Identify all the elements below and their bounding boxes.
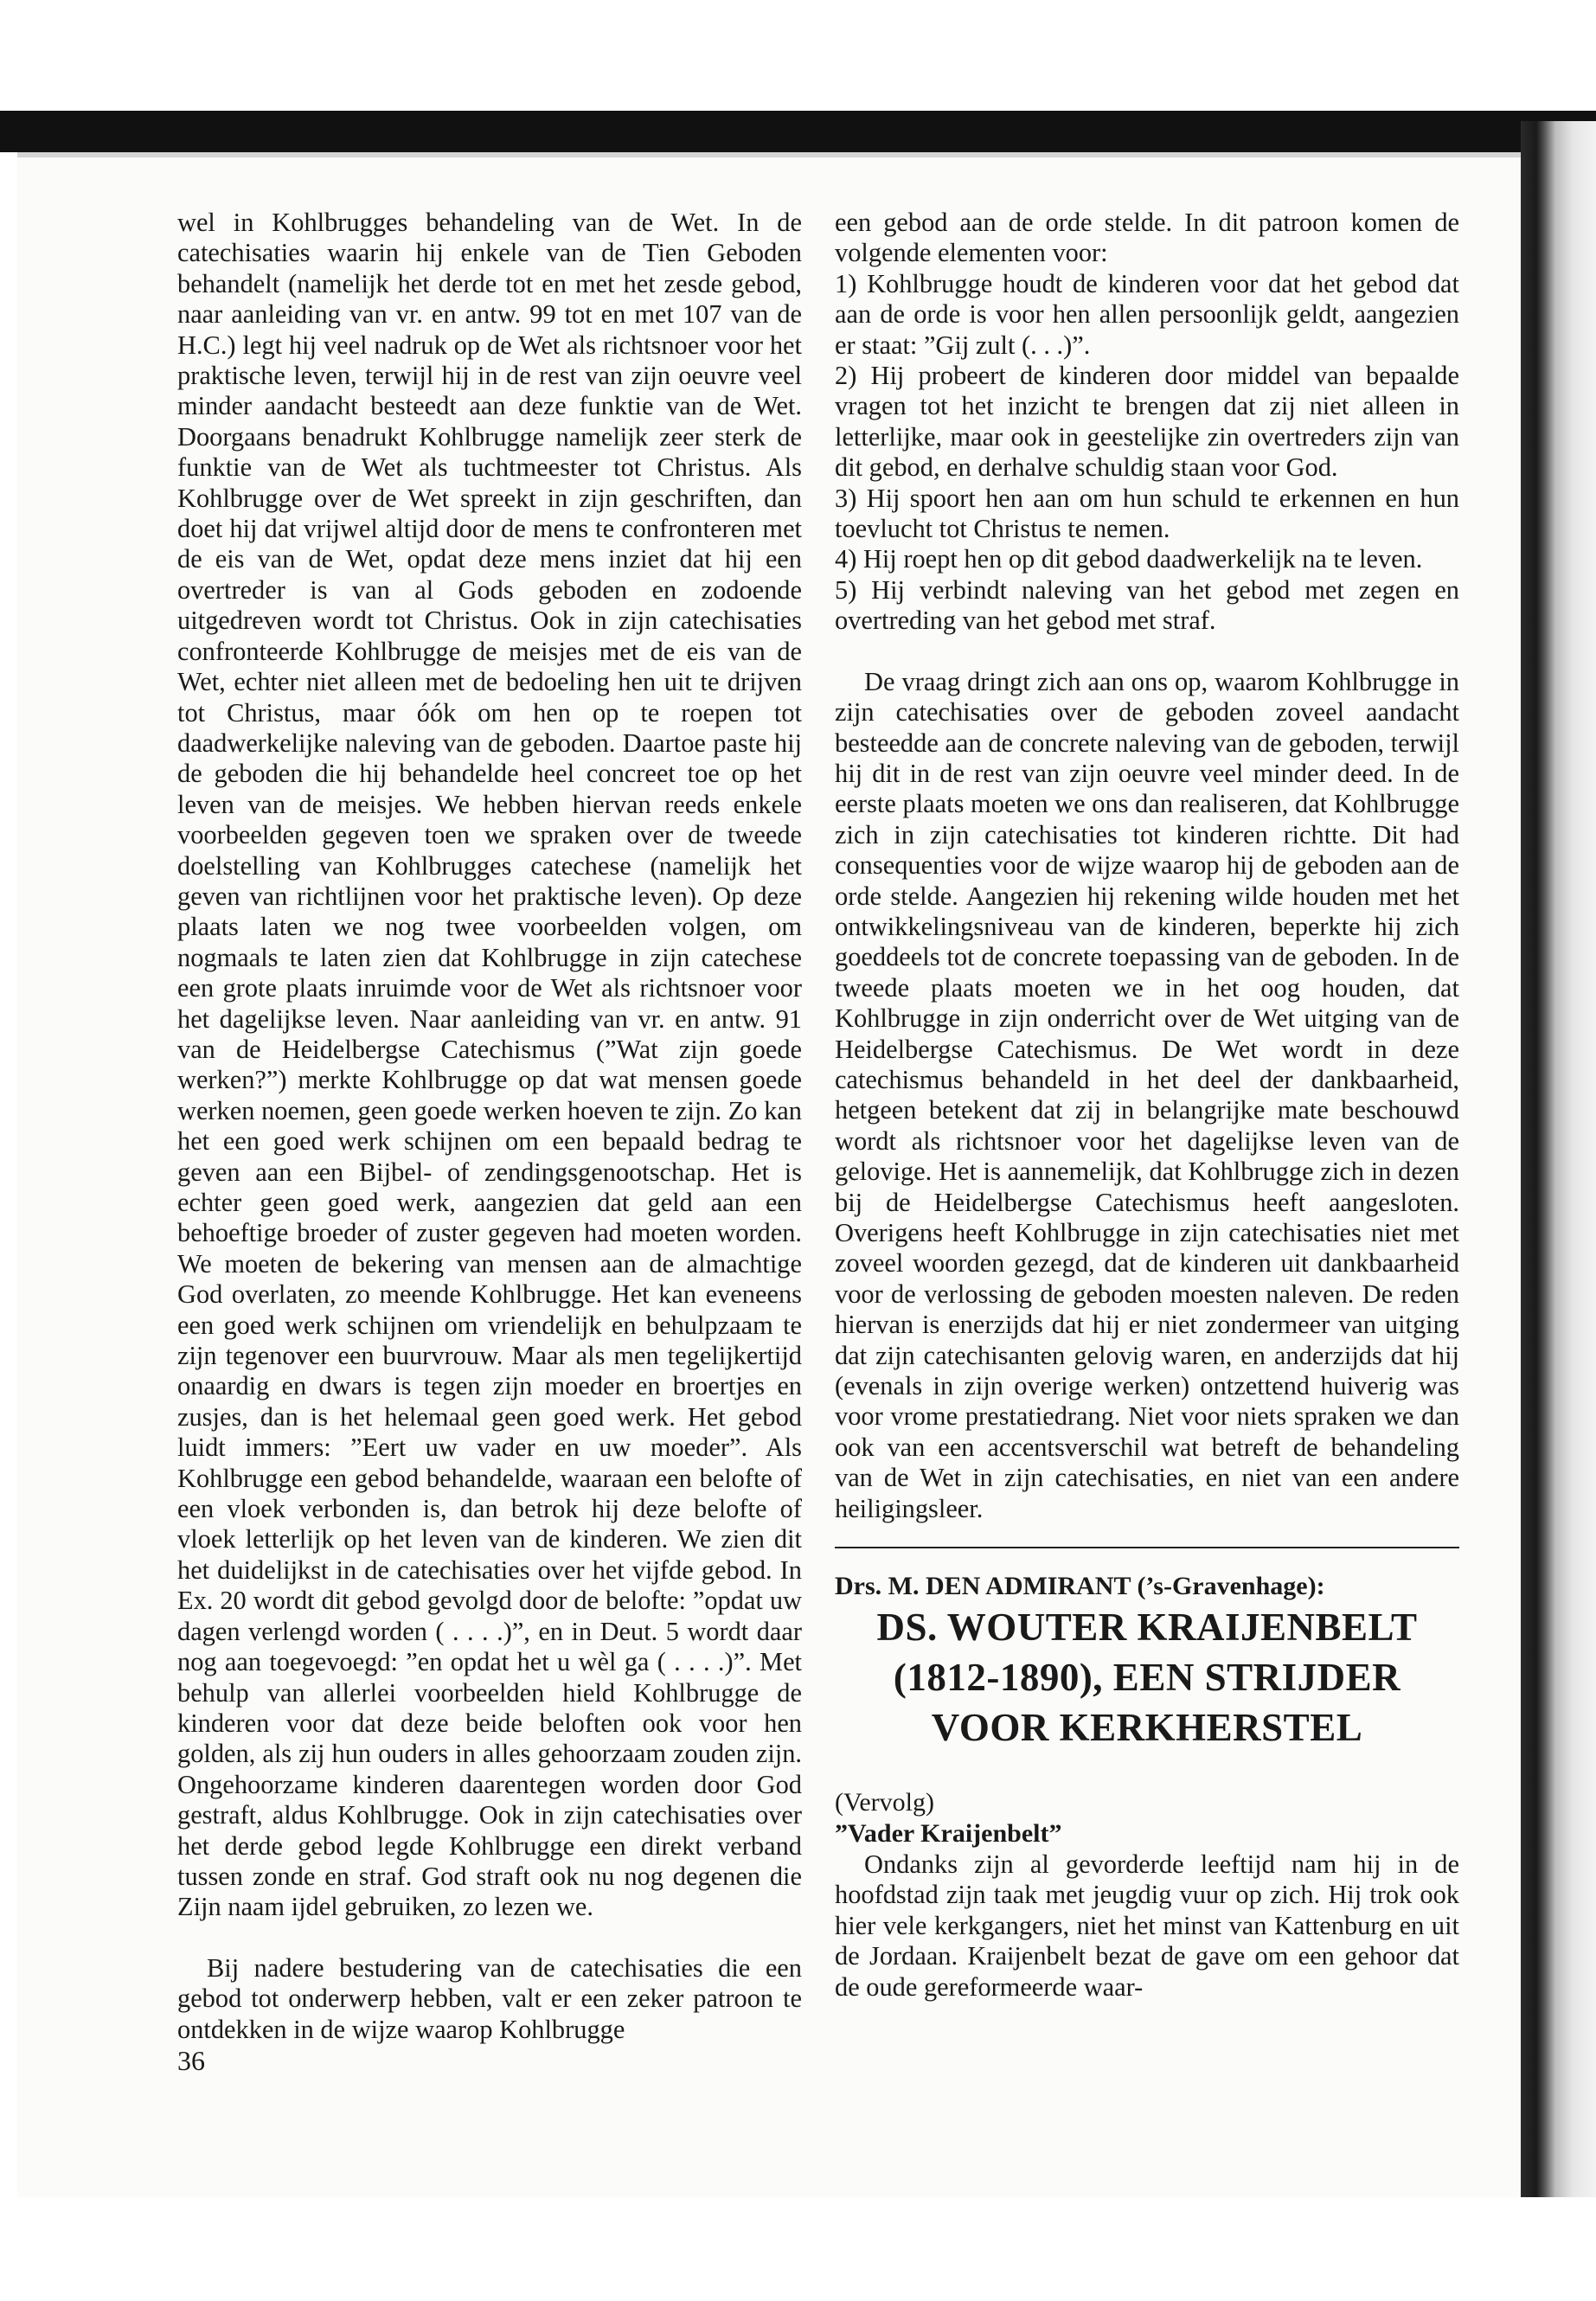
article-title-line: DS. WOUTER KRAIJENBELT (876, 1606, 1418, 1650)
page-number: 36 (177, 2045, 205, 2076)
list-item: 3) Hij spoort hen aan om hun schuld te erkennen en hun toevlucht tot Christus te nemen. (835, 483, 1459, 544)
article-author: Drs. M. DEN ADMIRANT (’s-Gravenhage): (835, 1572, 1325, 1601)
article-continued-label: (Vervolg) (835, 1788, 934, 1817)
left-column (177, 208, 802, 2045)
paragraph-gap (177, 1923, 802, 1953)
pattern-list (835, 269, 1459, 637)
article-body: Ondanks zijn al gevorderde leeftijd nam hij in de hoofdstad zijn taak met jeugdig vuur op zich. Hij trok ook hier vele kerkgangers, niet het minst van Kattenburg en uit de Jordaan. Kraijenbelt bezat de gave om een gehoor dat de oude gereformeerde waar- (835, 1849, 1459, 2002)
left-paragraph-1: wel in Kohlbrugges behandeling van de Wet. In de catechisaties waarin hij enkele van de Tien Geboden behandelt (namelijk het derde tot en met het zesde gebod, naar aanleiding van vr. en antw. 99 tot en met 107 van de H.C.) legt hij veel nadruk op de Wet als richtsnoer voor het praktische leven, terwijl hij in de rest van zijn oeuvre veel minder aandacht besteedt aan deze funktie van de Wet. Doorgaans benadrukt Kohlbrugge namelijk zeer sterk de funktie van de Wet als tuchtmeester tot Christus. Als Kohlbrugge over de Wet spreekt in zijn geschriften, dan doet hij dat vrijwel altijd door de mens te confronteren met de eis van de Wet, opdat deze mens inziet dat hij een overtreder is van al Gods geboden en zodoende uitgedreven wordt tot Christus. Ook in zijn catechisaties confronteerde Kohlbrugge de meisjes met de eis van de Wet, echter niet alleen met de bedoeling hen uit te drijven tot Christus, maar óók om hen op te roepen tot daadwerkelijke naleving van de geboden. Daartoe paste hij de geboden die hij behandelde heel concreet toe op het leven van de meisjes. We hebben hiervan reeds enkele voorbeelden gegeven toen we spraken over de tweede doelstelling van Kohlbrugges catechese (namelijk het geven van richtlijnen voor het praktische leven). Op deze plaats laten we nog twee voorbeelden volgen, om nogmaals te laten zien dat Kohlbrugge in zijn catechese een grote plaats inruimde voor de Wet als richtsnoer voor het dagelijkse leven. Naar aanleiding van vr. en antw. 91 van de Heidelbergse Catechismus (”Wat zijn goede werken?”) merkte Kohlbrugge op dat wat mensen goede werken noemen, geen goede werken hoeven te zijn. Zo kan het een goed werk schijnen om een bepaald bedrag te geven aan een Bijbel- of zendingsgenootschap. Het is echter geen goed werk, aangezien dat geld aan een behoeftige broeder of zuster gegeven had moeten worden. We moeten de bekering van mensen aan de almachtige God overlaten, zo meende Kohlbrugge. Het kan eveneens een goed werk schijnen om vriendelijk en behulpzaam te zijn tegenover een buurvrouw. Maar als men tegelijkertijd onaardig en dwars is tegen zijn moeder en broertjes en zusjes, dan is het helemaal geen goed werk. Het gebod luidt immers: ”Eert uw vader en uw moeder”. Als Kohlbrugge een gebod behandelde, waaraan een belofte of een vloek verbonden is, dan betrok hij deze belofte of vloek letterlijk op het leven van de kinderen. We zien dit het duidelijkst in de catechisaties over het vijfde gebod. In Ex. 20 wordt dit gebod gevolgd door de belofte: ”opdat uw dagen verlengd worden ( . . . .)”, en in Deut. 5 wordt daar nog aan toegevoegd: ”en opdat het u wèl ga ( . . . .)”. Met behulp van allerlei voorbeelden hield Kohlbrugge de kinderen voor dat deze beide beloften ook voor hen golden, als zij hun ouders in alles gehoorzaam zouden zijn. Ongehoorzame kinderen daarentegen worden door God gestraft, aldus Kohlbrugge. Ook in zijn catechisaties over het derde gebod legde Kohlbrugge een direkt verband tussen zonde en straf. God straft ook nu nog degenen die Zijn naam ijdel gebruiken, zo lezen we. (177, 208, 802, 1922)
scan-left-margin (0, 152, 17, 2197)
scanner-top-border (0, 111, 1596, 152)
right-paragraph: De vraag dringt zich aan ons op, waarom Kohlbrugge in zijn catechisaties over de geboden zoveel aandacht besteedde aan de concrete naleving van de geboden, terwijl hij dit in de rest van zijn oeuvre veel minder deed. In de eerste plaats moeten we ons dan realiseren, dat Kohlbrugge zich in zijn catechisaties tot kinderen richtte. Dit had consequenties voor de wijze waarop hij de geboden aan de orde stelde. Aangezien hij rekening wilde houden met het ontwikkelingsniveau van de kinderen, beperkte hij zich goeddeels tot de concrete toepassing van de geboden. In de tweede plaats moeten we in het oog houden, dat Kohlbrugge in zijn onderricht over de Wet uitging van de Heidelbergse Catechismus. De Wet wordt in deze catechismus behandeld in het deel der dankbaarheid, hetgeen betekent dat zij in belangrijke mate beschouwd wordt als richtsnoer voor het dagelijkse leven van de gelovige. Het is aannemelijk, dat Kohlbrugge zich in dezen bij de Heidelbergse Catechismus heeft aangesloten. Overigens heeft Kohlbrugge in zijn catechisaties niet met zoveel woorden gezegd, dat de kinderen uit dankbaarheid voor de verlossing de geboden moesten naleven. De reden hiervan is enerzijds dat hij er niet zondermeer van uitging dat zijn catechisanten gelovig waren, en anderzijds dat hij (evenals in zijn overige werken) ontzettend huiverig was voor vrome prestatiedrang. Niet voor niets spraken we dan ook van een accentsverschil wat betreft de behandeling van de Wet in zijn catechisaties, en niet van een andere heiligingsleer. (835, 666, 1459, 1523)
book-spine-edge (1521, 121, 1596, 2197)
list-item: 4) Hij roept hen op dit gebod daadwerkelijk na te leven. (835, 544, 1423, 574)
article-title-line: (1812-1890), EEN STRIJDER (893, 1656, 1401, 1700)
article-divider (835, 1547, 1459, 1548)
paragraph-gap (835, 637, 1459, 667)
list-item: 5) Hij verbindt naleving van het gebod met zegen en overtreding van het gebod met straf. (835, 574, 1459, 636)
right-intro: een gebod aan de orde stelde. In dit patroon komen de volgende elementen voor: (835, 208, 1459, 268)
article-title (835, 1602, 1459, 1753)
article-title-line: VOOR KERKHERSTEL (931, 1706, 1363, 1750)
list-item: 2) Hij probeert de kinderen door middel van bepaalde vragen tot het inzicht te brengen dat zij niet alleen in letterlijke, maar ook in geestelijke zin overtreders zijn van dit gebod, en derhalve schuldig staan voor God. (835, 361, 1459, 483)
article-subheading: ”Vader Kraijenbelt” (835, 1819, 1062, 1849)
list-item: 1) Kohlbrugge houdt de kinderen voor dat het gebod dat aan de orde is voor hen allen persoonlijk geldt, aangezien er staat: ”Gij zult (. . .)”. (835, 268, 1459, 360)
scan-bottom-margin (0, 2197, 1596, 2301)
right-column (835, 208, 1459, 2003)
left-paragraph-2: Bij nadere bestudering van de catechisaties die een gebod tot onderwerp hebben, valt er een zeker patroon te ontdekken in de wijze waarop Kohlbrugge (177, 1952, 802, 2044)
